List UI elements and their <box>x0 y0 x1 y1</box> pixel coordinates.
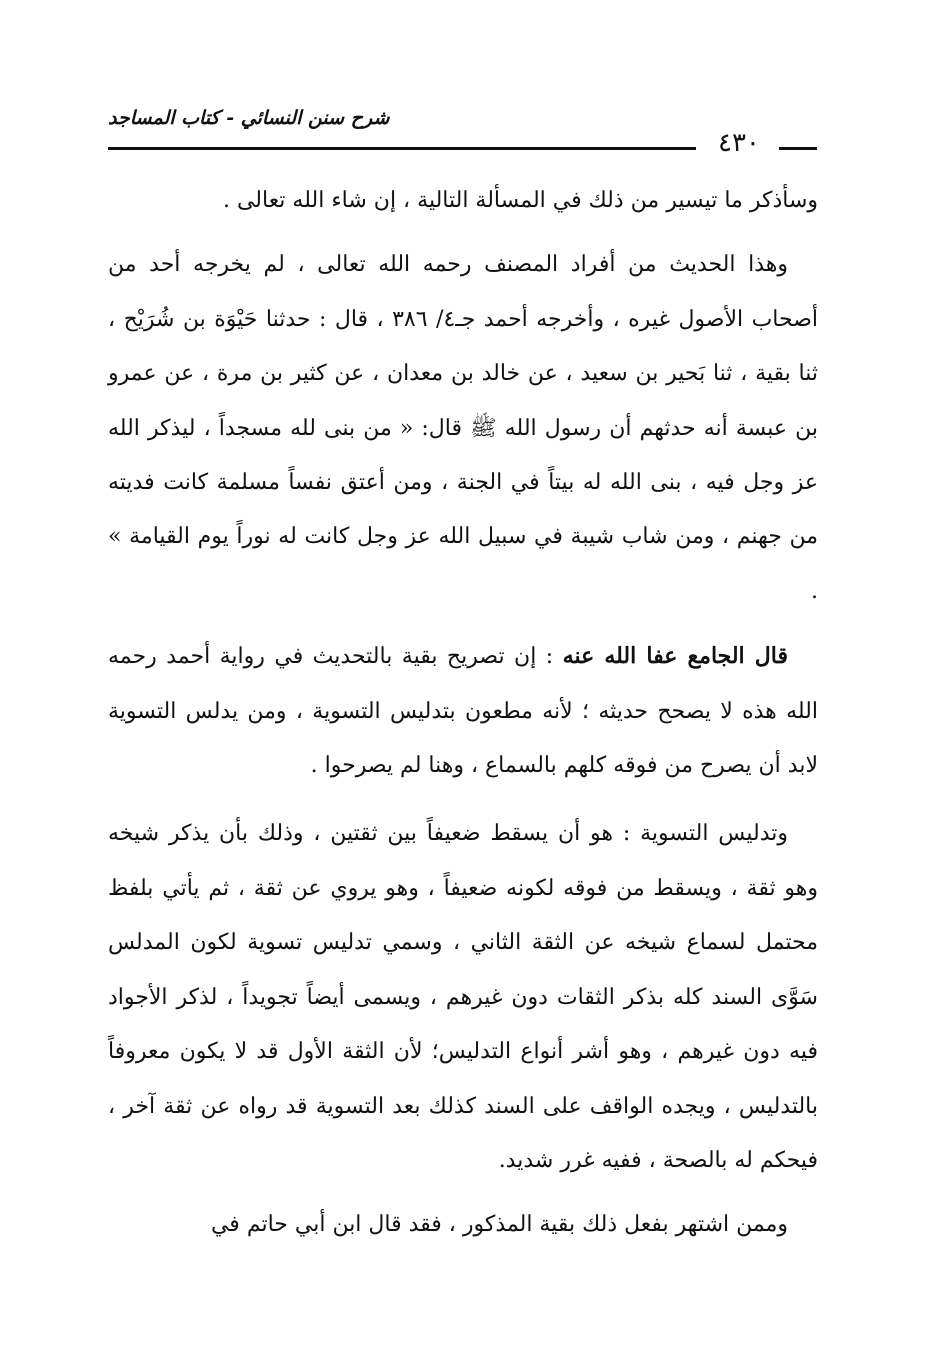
paragraph-5: وممن اشتهر بفعل ذلك بقية المذكور ، فقد قال ابن أبي حاتم في <box>210 1212 788 1238</box>
author-label: قال الجامع عفا الله عنه <box>562 643 789 670</box>
paragraph-1: وسأذكر ما تيسير من ذلك في المسألة التالية ، إن شاء الله تعالى . <box>222 188 818 213</box>
header-rule <box>108 147 696 150</box>
paragraph-2: وهذا الحديث من أفراد المصنف رحمه الله تعالى ، لم يخرجه أحد من أصحاب الأصول غيره ، وأخرجه أحمد جـ٤/ ٣٨٦ ، قال : حدثنا حَيْوَة بن شُرَيْح ، ثنا بقية ، ثنا بَحير بن سعيد ، عن خالد بن معدان ، عن كثير بن مرة ، عن عمرو بن عبسة أنه حدثهم أن رسول الله ﷺ قال: « من بنى لله مسجداً ، ليذكر الله عز وجل فيه ، بنى الله له بيتاً في الجنة ، ومن أعتق نفساً مسلمة كانت فديته من جهنم ، ومن شاب شيبة في سبيل الله عز وجل كانت له نوراً يوم القيامة » . <box>108 252 819 604</box>
body-text <box>108 174 818 1253</box>
page-number: ٤٣٠ <box>718 128 760 158</box>
paragraph-4: وتدليس التسوية : هو أن يسقط ضعيفاً بين ثقتين ، وذلك بأن يذكر شيخه وهو ثقة ، ويسقط من فوقه لكونه ضعيفاً ، وهو يروي عن ثقة ، ثم يأتي بلفظ محتمل لسماع شيخه عن الثقة الثاني ، وسمي تدليس تسوية لكون المدلس سَوَّى السند كله بذكر الثقات دون غيرهم ، ويسمى أيضاً تجويداً ، لذكر الأجواد فيه دون غيرهم ، وهو أشر أنواع التدليس؛ لأن الثقة الأول قد لا يكون معروفاً بالتدليس ، ويجده الواقف على السند كذلك بعد التسوية قد رواه عن ثقة آخر ، فيحكم له بالصحة ، ففيه غرر شديد. <box>108 821 818 1173</box>
paragraph-3-text: : إن تصريح بقية بالتحديث في رواية أحمد رحمه الله هذه لا يصحح حديثه ؛ لأنه مطعون بتدليس التسوية ، ومن يدلس التسوية لابد أن يصرح من فوقه كلهم بالسماع ، وهنا لم يصرحوا . <box>108 644 818 779</box>
page-number-rule <box>779 147 817 150</box>
paragraph-3 <box>108 629 818 793</box>
running-title: شرح سنن النسائي - كتاب المساجد <box>108 107 390 129</box>
